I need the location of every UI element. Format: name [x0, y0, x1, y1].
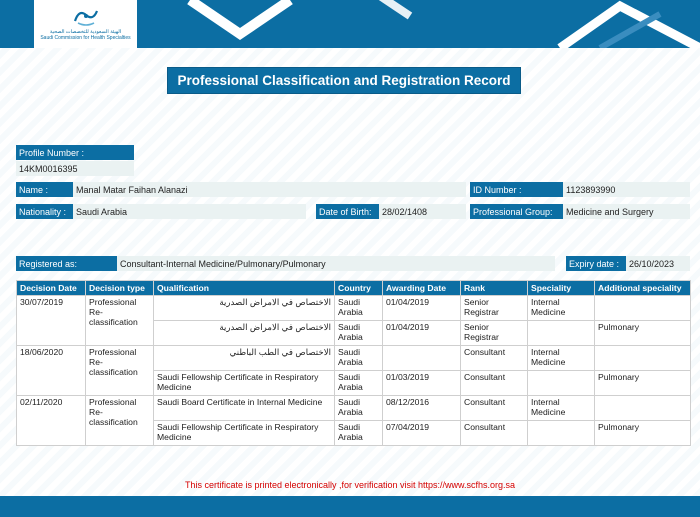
scfhs-emblem-icon — [71, 7, 101, 27]
decision-type-cell: Professional Re-classification — [86, 346, 154, 396]
country-cell: Saudi Arabia — [335, 321, 383, 346]
expiry-date-label: Expiry date : — [566, 256, 626, 271]
col-header: Decision type — [86, 281, 154, 296]
rank-cell: Senior Registrar — [461, 321, 528, 346]
col-header: Additional speciality — [595, 281, 691, 296]
dob-value: 28/02/1408 — [379, 204, 466, 219]
qualification-cell: Saudi Board Certificate in Internal Medicine — [154, 396, 335, 421]
speciality-cell: Internal Medicine — [528, 346, 595, 371]
classification-table — [16, 280, 691, 446]
id-number-value: 1123893990 — [563, 182, 690, 197]
col-header: Decision Date — [17, 281, 86, 296]
profile-number-label: Profile Number : — [16, 145, 134, 160]
footer-band — [0, 496, 700, 517]
qualification-cell: Saudi Fellowship Certificate in Respiratory Medicine — [154, 421, 335, 446]
decision-date-cell: 02/11/2020 — [17, 396, 86, 446]
col-header: Awarding Date — [383, 281, 461, 296]
document-title: Professional Classification and Registration Record — [167, 67, 521, 94]
awarding-date-cell: 01/04/2019 — [383, 296, 461, 321]
table-row — [17, 346, 691, 371]
speciality-cell: Internal Medicine — [528, 396, 595, 421]
qualification-cell: الاختصاص في الامراض الصدرية — [154, 296, 335, 321]
rank-cell: Consultant — [461, 371, 528, 396]
registered-as-value: Consultant-Internal Medicine/Pulmonary/Pulmonary — [117, 256, 555, 271]
table-row — [17, 296, 691, 321]
awarding-date-cell — [383, 346, 461, 371]
logo-arabic-text: الهيئة السعودية للتخصصات الصحية — [49, 29, 122, 35]
profile-number-value: 14KM0016395 — [16, 161, 134, 176]
additional-speciality-cell — [595, 296, 691, 321]
qualification-cell: الاختصاص في الامراض الصدرية — [154, 321, 335, 346]
rank-cell: Consultant — [461, 421, 528, 446]
professional-group-value: Medicine and Surgery — [563, 204, 690, 219]
col-header: Country — [335, 281, 383, 296]
name-value: Manal Matar Faihan Alanazi — [73, 182, 466, 197]
speciality-cell — [528, 421, 595, 446]
decision-type-cell: Professional Re-classification — [86, 296, 154, 346]
col-header: Speciality — [528, 281, 595, 296]
table-header-row — [17, 281, 691, 296]
additional-speciality-cell: Pulmonary — [595, 321, 691, 346]
speciality-cell — [528, 371, 595, 396]
rank-cell: Consultant — [461, 396, 528, 421]
scfhs-logo — [34, 0, 137, 48]
rank-cell: Consultant — [461, 346, 528, 371]
logo-english-text: Saudi Commission for Health Specialties — [40, 35, 131, 41]
awarding-date-cell: 01/03/2019 — [383, 371, 461, 396]
id-number-label: ID Number : — [470, 182, 563, 197]
col-header: Qualification — [154, 281, 335, 296]
awarding-date-cell: 01/04/2019 — [383, 321, 461, 346]
decision-date-cell: 30/07/2019 — [17, 296, 86, 346]
speciality-cell: Internal Medicine — [528, 296, 595, 321]
qualification-cell: Saudi Fellowship Certificate in Respiratory Medicine — [154, 371, 335, 396]
table-row — [17, 396, 691, 421]
additional-speciality-cell: Pulmonary — [595, 371, 691, 396]
country-cell: Saudi Arabia — [335, 296, 383, 321]
rank-cell: Senior Registrar — [461, 296, 528, 321]
country-cell: Saudi Arabia — [335, 421, 383, 446]
country-cell: Saudi Arabia — [335, 371, 383, 396]
awarding-date-cell: 07/04/2019 — [383, 421, 461, 446]
decision-date-cell: 18/06/2020 — [17, 346, 86, 396]
decision-type-cell: Professional Re-classification — [86, 396, 154, 446]
expiry-date-value: 26/10/2023 — [626, 256, 690, 271]
country-cell: Saudi Arabia — [335, 346, 383, 371]
col-header: Rank — [461, 281, 528, 296]
additional-speciality-cell: Pulmonary — [595, 421, 691, 446]
verification-note: This certificate is printed electronically ,for verification visit https://www.scfhs.org.sa — [184, 480, 516, 490]
professional-group-label: Professional Group: — [470, 204, 563, 219]
dob-label: Date of Birth: — [316, 204, 379, 219]
nationality-label: Nationality : — [16, 204, 73, 219]
name-label: Name : — [16, 182, 73, 197]
additional-speciality-cell — [595, 396, 691, 421]
nationality-value: Saudi Arabia — [73, 204, 306, 219]
country-cell: Saudi Arabia — [335, 396, 383, 421]
additional-speciality-cell — [595, 346, 691, 371]
registered-as-label: Registered as: — [16, 256, 117, 271]
speciality-cell — [528, 321, 595, 346]
qualification-cell: الاختصاص في الطب الباطني — [154, 346, 335, 371]
awarding-date-cell: 08/12/2016 — [383, 396, 461, 421]
